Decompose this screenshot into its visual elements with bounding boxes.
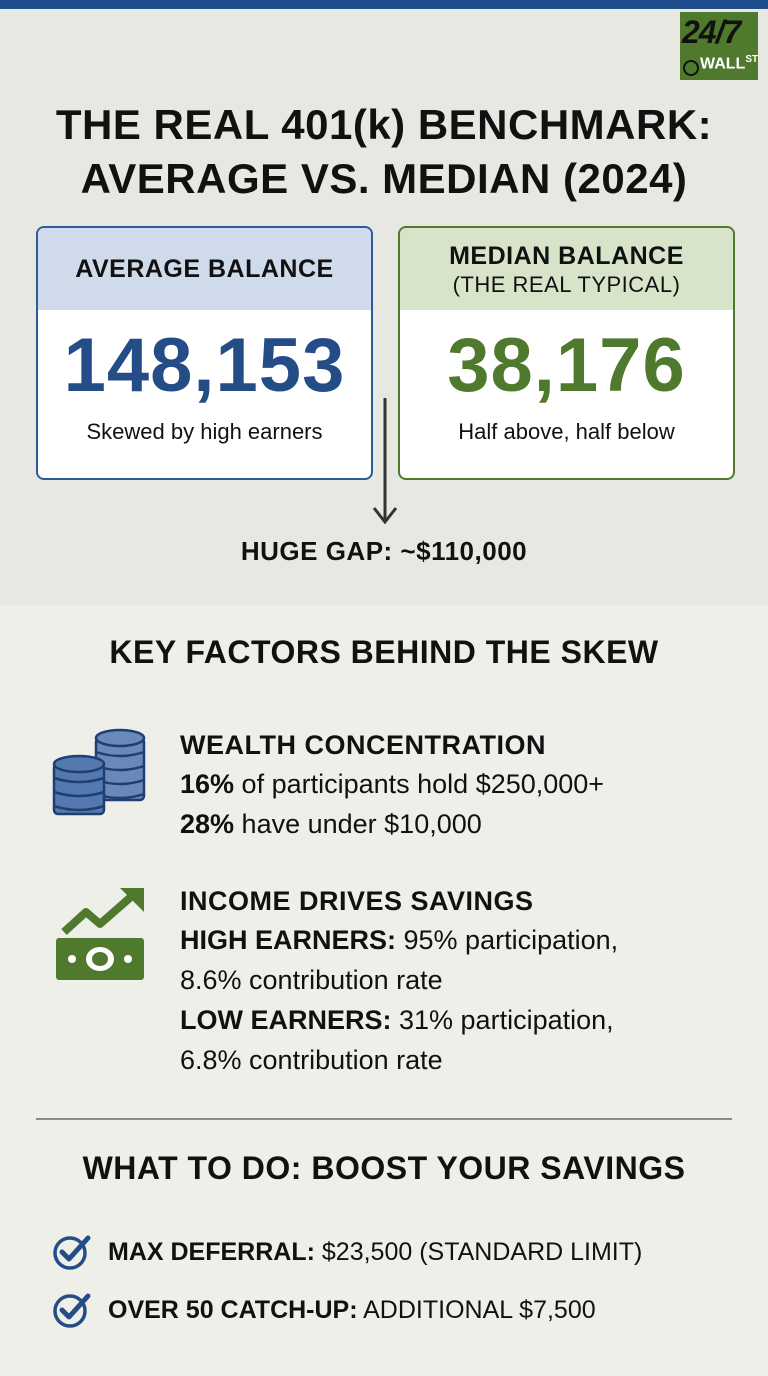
action-item xyxy=(52,1290,752,1330)
brand-logo xyxy=(680,12,758,80)
average-balance-caption: Skewed by high earners xyxy=(86,419,323,444)
wealth-title: WEALTH CONCENTRATION xyxy=(180,730,546,760)
median-card-subheading: (THE REAL TYPICAL) xyxy=(452,272,681,297)
median-card-header xyxy=(400,228,733,310)
logo-line1: 24/7 xyxy=(682,14,741,50)
money-growth-icon xyxy=(50,884,150,984)
average-card-heading: AVERAGE BALANCE xyxy=(75,255,334,283)
median-balance-card xyxy=(398,226,735,480)
what-to-do-title: WHAT TO DO: BOOST YOUR SAVINGS xyxy=(82,1150,686,1186)
average-balance-value: 148,153 xyxy=(63,323,346,408)
high-earners-line-1: HIGH EARNERS: 95% participation, xyxy=(180,925,619,955)
income-drives-savings-factor xyxy=(180,882,740,1080)
top-bar xyxy=(0,0,768,9)
logo-line2: $WALL^{ST}$ xyxy=(700,54,758,73)
average-card-header xyxy=(38,228,371,310)
checkmark-circle-icon xyxy=(52,1232,92,1272)
median-card-heading: MEDIAN BALANCE xyxy=(449,242,684,270)
high-earners-line-2: 8.6% contribution rate xyxy=(180,965,443,995)
checkmark-circle-icon xyxy=(52,1290,92,1330)
action-text: OVER 50 CATCH-UP: ADDITIONAL $7,500 xyxy=(108,1296,596,1324)
wealth-line-2: 28% have under $10,000 xyxy=(180,809,482,839)
wealth-line-1: 16% of participants hold $250,000+ xyxy=(180,769,605,799)
average-balance-card xyxy=(36,226,373,480)
low-earners-line-1: LOW EARNERS: 31% participation, xyxy=(180,1005,614,1035)
median-balance-value: 38,176 xyxy=(447,323,686,408)
wealth-concentration-factor xyxy=(180,726,740,844)
clock-icon xyxy=(683,60,699,76)
coins-stack-icon xyxy=(50,726,150,822)
section-divider xyxy=(36,1118,732,1120)
median-balance-caption: Half above, half below xyxy=(458,419,675,444)
action-text: MAX DEFERRAL: $23,500 (STANDARD LIMIT) xyxy=(108,1238,643,1266)
title-line2: AVERAGE VS. MEDIAN (2024) xyxy=(80,155,688,202)
key-factors-title: KEY FACTORS BEHIND THE SKEW xyxy=(109,634,659,670)
page-title xyxy=(0,98,768,206)
gap-label: HUGE GAP: ~$110,000 xyxy=(240,536,528,566)
title-line1: THE REAL 401(k) BENCHMARK: xyxy=(55,101,713,148)
action-item xyxy=(52,1232,752,1272)
income-title: INCOME DRIVES SAVINGS xyxy=(180,886,534,916)
low-earners-line-2: 6.8% contribution rate xyxy=(180,1045,443,1075)
down-arrow-icon xyxy=(370,398,400,526)
